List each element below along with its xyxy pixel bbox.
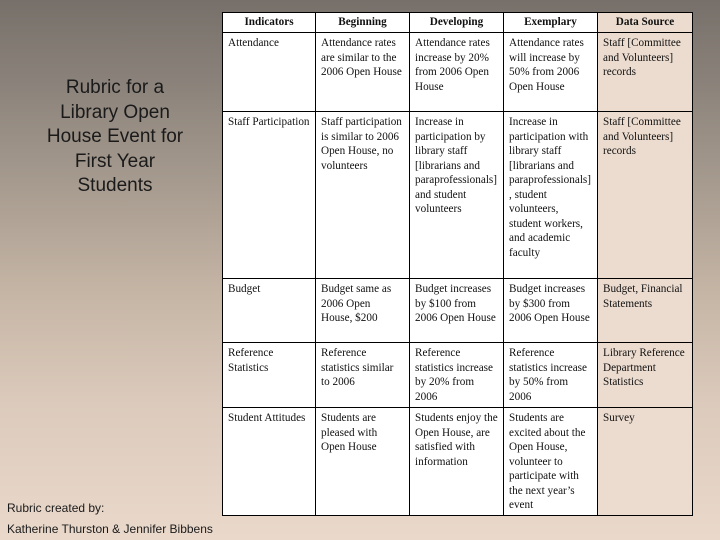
header-exemplary: Exemplary [504, 13, 598, 33]
data-source-cell: Staff [Committee and Volunteers] records [598, 33, 693, 112]
header-developing: Developing [410, 13, 504, 33]
slide-title: Rubric for a Library Open House Event for First Year Students [46, 77, 184, 196]
indicator-cell: Student Attitudes [223, 408, 316, 516]
data-source-cell: Staff [Committee and Volunteers] records [598, 112, 693, 279]
table-row [223, 343, 693, 408]
indicator-cell: Attendance [223, 33, 316, 112]
table-row [223, 279, 693, 343]
table-row [223, 112, 693, 279]
table-row [223, 33, 693, 112]
exemplary-cell: Students are excited about the Open House, volunteer to participate with the next year’s event [504, 408, 598, 516]
header-indicators: Indicators [223, 13, 316, 33]
developing-cell: Increase in participation by library staff [librarians and paraprofessionals] and student volunteers [410, 112, 504, 279]
beginning-cell: Staff participation is similar to 2006 Open House, no volunteers [316, 112, 410, 279]
beginning-cell: Attendance rates are similar to the 2006 Open House [316, 33, 410, 112]
exemplary-cell: Increase in participation with library staff [librarians and paraprofessionals], student volunteers, student workers, and academic faculty [504, 112, 598, 279]
data-source-cell: Budget, Financial Statements [598, 279, 693, 343]
exemplary-cell: Reference statistics increase by 50% from 2006 [504, 343, 598, 408]
exemplary-cell: Attendance rates will increase by 50% from 2006 Open House [504, 33, 598, 112]
table-row [223, 408, 693, 516]
developing-cell: Attendance rates increase by 20% from 2006 Open House [410, 33, 504, 112]
credit-label: Rubric created by: [7, 501, 105, 515]
indicator-cell: Budget [223, 279, 316, 343]
header-row [223, 13, 693, 33]
exemplary-cell: Budget increases by $300 from 2006 Open House [504, 279, 598, 343]
developing-cell: Reference statistics increase by 20% from 2006 [410, 343, 504, 408]
data-source-cell: Survey [598, 408, 693, 516]
beginning-cell: Reference statistics similar to 2006 [316, 343, 410, 408]
header-beginning: Beginning [316, 13, 410, 33]
beginning-cell: Budget same as 2006 Open House, $200 [316, 279, 410, 343]
indicator-cell: Reference Statistics [223, 343, 316, 408]
indicator-cell: Staff Participation [223, 112, 316, 279]
data-source-cell: Library Reference Department Statistics [598, 343, 693, 408]
credit-names: Katherine Thurston & Jennifer Bibbens [7, 522, 213, 536]
developing-cell: Students enjoy the Open House, are satisfied with information [410, 408, 504, 516]
beginning-cell: Students are pleased with Open House [316, 408, 410, 516]
developing-cell: Budget increases by $100 from 2006 Open House [410, 279, 504, 343]
header-data-source: Data Source [598, 13, 693, 33]
rubric-table [222, 12, 693, 516]
